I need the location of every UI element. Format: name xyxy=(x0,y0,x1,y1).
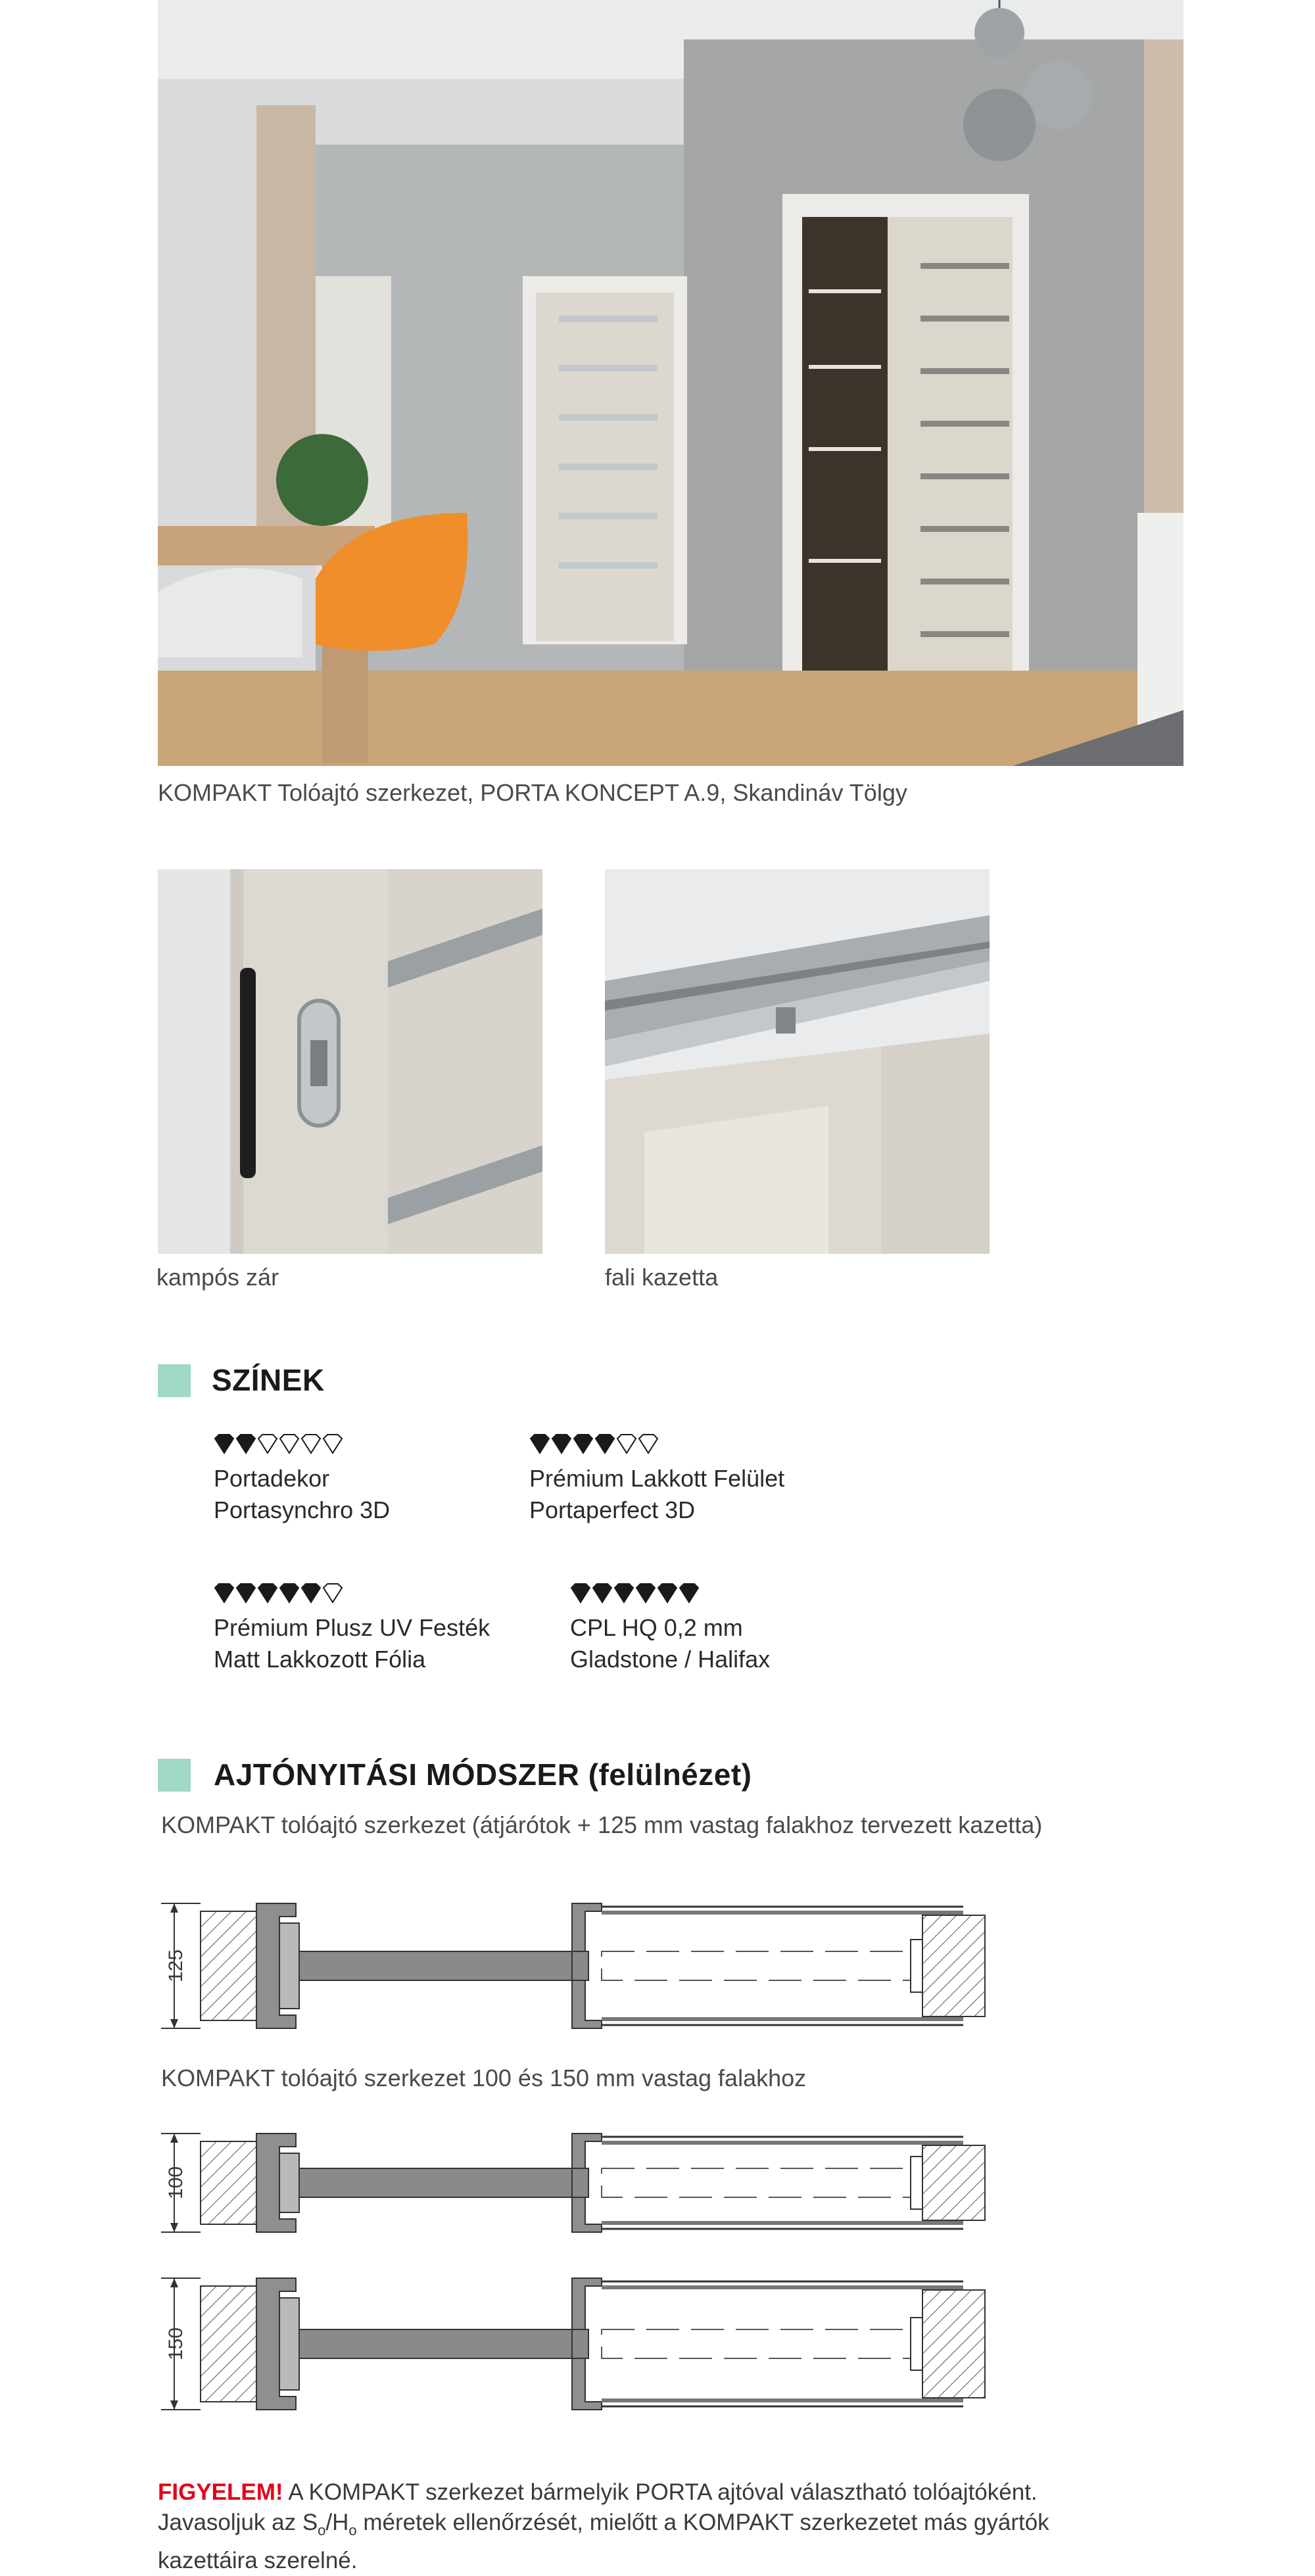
warning-label: FIGYELEM! xyxy=(158,2479,283,2505)
opening-subtitle-100-150: KOMPAKT tolóajtó szerkezet 100 és 150 mm vastag falakhoz xyxy=(161,2064,807,2091)
wall-section-right xyxy=(922,2290,985,2398)
rating-icons-premium-plusz xyxy=(214,1583,358,1605)
gem-filled-icon xyxy=(280,1584,299,1602)
warning-line2 xyxy=(158,2508,1078,2546)
diagram-150 xyxy=(151,2262,993,2433)
door-leaf-open-position xyxy=(602,2168,911,2197)
warning-text2b: /H xyxy=(325,2510,349,2535)
end-stop xyxy=(911,2318,922,2370)
gem-filled-icon xyxy=(215,1584,233,1602)
door-leaf xyxy=(299,2168,588,2197)
warning-text2c: méretek ellenőrzését, mielőtt a KOMPAKT szerkezetet más gyártók xyxy=(356,2510,1049,2535)
color-item-portadekor xyxy=(214,1463,390,1526)
door-leaf-open-position xyxy=(602,1951,911,1980)
color-name-line1: Portadekor xyxy=(214,1465,330,1492)
color-item-premium-plusz xyxy=(214,1612,490,1675)
wall-cassette-illustration xyxy=(605,869,990,1254)
end-stop xyxy=(911,2157,922,2209)
colors-heading: SZÍNEK xyxy=(212,1363,325,1397)
gem-empty-icon xyxy=(280,1435,299,1453)
color-item-cpl-hq xyxy=(570,1612,770,1675)
color-name-line2: Portasynchro 3D xyxy=(214,1496,391,1523)
color-name-line2: Portaperfect 3D xyxy=(529,1496,696,1523)
gem-filled-icon xyxy=(571,1584,590,1602)
hero-photo xyxy=(158,0,1184,766)
cassette-stop xyxy=(572,1951,588,1980)
dimension-arrow xyxy=(170,2278,178,2287)
cassette-stop xyxy=(572,2329,588,2358)
gem-filled-icon xyxy=(552,1435,571,1453)
dimension-arrow xyxy=(170,2223,178,2232)
wall-section-left xyxy=(201,2141,256,2224)
gem-filled-icon xyxy=(258,1584,277,1602)
gem-filled-icon xyxy=(215,1435,233,1453)
hero-caption: KOMPAKT Tolóajtó szerkezet, PORTA KONCEPT A.9, Skandináv Tölgy xyxy=(158,779,907,806)
dimension-arrow xyxy=(170,1903,178,1913)
dimension-label: 125 xyxy=(165,1949,187,1983)
color-item-premium-lakkott xyxy=(529,1463,784,1526)
jamb-stop xyxy=(279,2298,299,2390)
color-name-line2: Gladstone / Halifax xyxy=(570,1646,771,1673)
diagram-100 xyxy=(151,2117,993,2249)
dimension-arrow xyxy=(170,2134,178,2143)
wall-section-right xyxy=(922,1915,985,2016)
rating-icons-premium-lakkott xyxy=(529,1433,674,1456)
interior-illustration xyxy=(158,0,1184,766)
door-leaf-open-position xyxy=(602,2329,911,2358)
wall-cassette-photo xyxy=(605,869,990,1254)
wall-section-left xyxy=(201,1911,256,2020)
gem-filled-icon xyxy=(593,1584,611,1602)
gem-empty-icon xyxy=(323,1435,342,1453)
gem-filled-icon xyxy=(615,1584,633,1602)
jamb-stop xyxy=(279,1923,299,2009)
gem-filled-icon xyxy=(574,1435,592,1453)
color-name-line1: Prémium Lakkott Felület xyxy=(529,1465,785,1492)
color-name-line2: Matt Lakkozott Fólia xyxy=(214,1646,426,1673)
wall-cassette-caption: fali kazetta xyxy=(605,1264,719,1291)
gem-filled-icon xyxy=(531,1435,549,1453)
hook-lock-illustration xyxy=(158,869,542,1254)
wall-section-right xyxy=(922,2145,985,2220)
door-leaf xyxy=(299,2329,588,2358)
warning-line3: kazettáira szerelné. xyxy=(158,2548,358,2573)
gem-filled-icon xyxy=(237,1435,255,1453)
gem-empty-icon xyxy=(617,1435,636,1453)
wall-section-left xyxy=(201,2286,256,2402)
warning-sub2: o xyxy=(348,2522,357,2539)
gem-filled-icon xyxy=(658,1584,677,1602)
jamb-stop xyxy=(279,2153,299,2212)
diagram-125 xyxy=(151,1887,993,2041)
dimension-arrow xyxy=(170,2400,178,2410)
warning-text2a: Javasoljuk az S xyxy=(158,2510,318,2535)
warning-note xyxy=(158,2477,1078,2576)
gem-filled-icon xyxy=(302,1584,320,1602)
gem-filled-icon xyxy=(596,1435,614,1453)
color-name-line1: CPL HQ 0,2 mm xyxy=(570,1614,743,1641)
end-stop xyxy=(911,1940,922,1992)
rating-icons-portadekor xyxy=(214,1433,358,1456)
color-name-line1: Prémium Plusz UV Festék xyxy=(214,1614,490,1641)
gem-filled-icon xyxy=(636,1584,655,1602)
opening-section-marker xyxy=(158,1759,191,1792)
dimension-label: 100 xyxy=(165,2166,187,2200)
hook-lock-photo xyxy=(158,869,542,1254)
rating-icons-cpl-hq xyxy=(570,1583,715,1605)
cassette-stop xyxy=(572,2168,588,2197)
gem-filled-icon xyxy=(680,1584,698,1602)
dimension-arrow xyxy=(170,2019,178,2028)
warning-line1 xyxy=(158,2477,1078,2508)
gem-filled-icon xyxy=(237,1584,255,1602)
gem-empty-icon xyxy=(302,1435,320,1453)
opening-subtitle-125: KOMPAKT tolóajtó szerkezet (átjárótok + 125 mm vastag falakhoz tervezett kazetta) xyxy=(161,1811,1043,1838)
gem-empty-icon xyxy=(639,1435,658,1453)
hook-lock-caption: kampós zár xyxy=(156,1264,279,1291)
warning-sub1: o xyxy=(318,2522,326,2539)
opening-heading: AJTÓNYITÁSI MÓDSZER (felülnézet) xyxy=(214,1757,752,1792)
colors-section-marker xyxy=(158,1364,191,1397)
warning-text1: A KOMPAKT szerkezet bármelyik PORTA ajtóval választható tolóajtóként. xyxy=(283,2479,1038,2505)
dimension-label: 150 xyxy=(165,2327,187,2361)
gem-empty-icon xyxy=(323,1584,342,1602)
gem-empty-icon xyxy=(258,1435,277,1453)
door-leaf xyxy=(299,1951,588,1980)
